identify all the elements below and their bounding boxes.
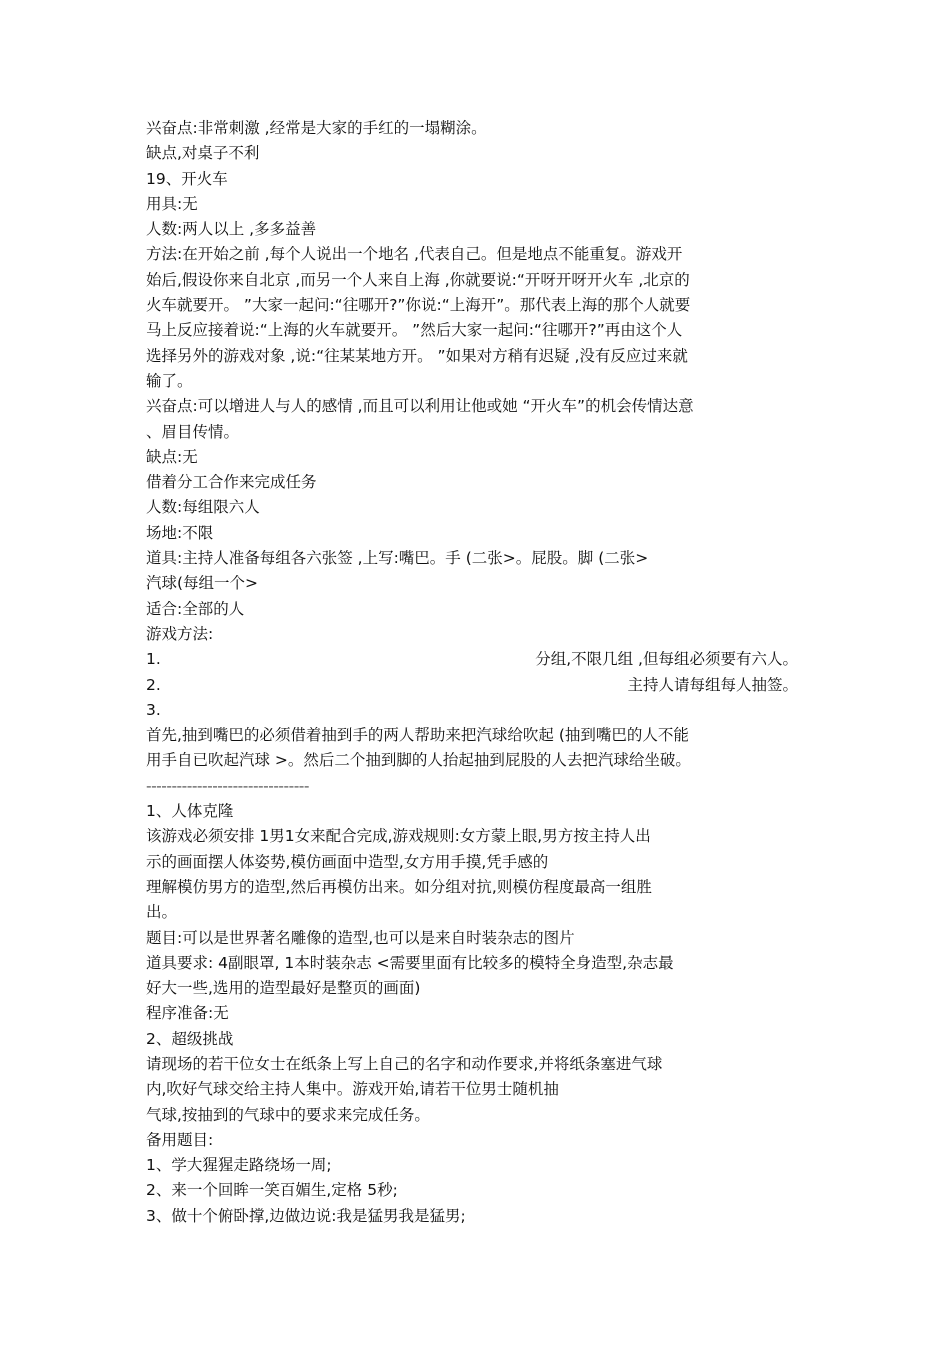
text-line: 气球,按抽到的气球中的要求来完成任务。: [146, 1105, 430, 1124]
section-heading: 2、超级挑战: [146, 1029, 234, 1048]
text-line: 、眉目传情。: [146, 422, 240, 441]
step-text: 分组,不限几组 ,但每组必须要有六人。: [535, 650, 798, 669]
section-heading: 19、开火车: [146, 169, 228, 188]
list-item: 2、来一个回眸一笑百媚生,定格 5秒;: [146, 1181, 398, 1200]
section-heading: 1、人体克隆: [146, 802, 234, 821]
text-line: 出。: [146, 903, 178, 922]
text-line: 缺点,对桌子不利: [146, 144, 260, 163]
text-line: 方法:在开始之前 ,每个人说出一个地名 ,代表自己。但是地点不能重复。游戏开: [146, 245, 683, 264]
list-item: 3、做十个俯卧撑,边做边说:我是猛男我是猛男;: [146, 1206, 466, 1225]
text-line: 汽球(每组一个>: [146, 574, 259, 593]
text-line: 好大一些,选用的造型最好是整页的画面): [146, 979, 421, 998]
text-line: 程序准备:无: [146, 1004, 229, 1023]
text-line: 场地:不限: [146, 523, 214, 542]
text-line: 用具:无: [146, 194, 198, 213]
document-body: [146, 116, 806, 1229]
text-line: 该游戏必须安排 1男1女来配合完成,游戏规则:女方蒙上眼,男方按主持人出: [146, 827, 651, 846]
text-line: 内,吹好气球交给主持人集中。游戏开始,请若干位男士随机抽: [146, 1080, 559, 1099]
step-1: [146, 647, 806, 672]
text-line: 缺点:无: [146, 447, 198, 466]
separator-line: --------------------------------: [146, 776, 309, 795]
text-line: 首先,抽到嘴巴的必须借着抽到手的两人帮助来把汽球给吹起 (抽到嘴巴的人不能: [146, 726, 689, 745]
list-item: 1、学大猩猩走路绕场一周;: [146, 1156, 332, 1175]
step-number: 1.: [146, 650, 161, 669]
text-line: 借着分工合作来完成任务: [146, 473, 317, 492]
step-text: 主持人请每组每人抽签。: [627, 675, 798, 694]
text-line: 请现场的若干位女士在纸条上写上自己的名字和动作要求,并将纸条塞进气球: [146, 1054, 663, 1073]
text-line: 游戏方法:: [146, 624, 214, 643]
text-line: 理解模仿男方的造型,然后再模仿出来。如分组对抗,则模仿程度最高一组胜: [146, 877, 652, 896]
text-line: 选择另外的游戏对象 ,说:“往某某地方开。 ”如果对方稍有迟疑 ,没有反应过来就: [146, 346, 688, 365]
text-line: 火车就要开。 ”大家一起问:“往哪开?”你说:“上海开”。那代表上海的那个人就要: [146, 296, 691, 315]
text-line: 适合:全部的人: [146, 599, 245, 618]
step-number: 2.: [146, 675, 161, 694]
text-line: 道具要求: 4副眼罩, 1本时装杂志 <需要里面有比较多的模特全身造型,杂志最: [146, 953, 674, 972]
text-line: 人数:每组限六人: [146, 498, 260, 517]
text-line: 备用题目:: [146, 1130, 214, 1149]
step-2: [146, 673, 806, 698]
text-line: 题目:可以是世界著名雕像的造型,也可以是来自时装杂志的图片: [146, 928, 575, 947]
step-3: 3.: [146, 700, 161, 719]
text-line: 兴奋点:可以增进人与人的感情 ,而且可以利用让他或她 “开火车”的机会传情达意: [146, 397, 694, 416]
text-line: 马上反应接着说:“上海的火车就要开。 ”然后大家一起问:“往哪开?”再由这个人: [146, 321, 683, 340]
text-line: 输了。: [146, 371, 193, 390]
text-line: 兴奋点:非常刺激 ,经常是大家的手红的一塌糊涂。: [146, 119, 487, 137]
text-line: 始后,假设你来自北京 ,而另一个人来自上海 ,你就要说:“开呀开呀开火车 ,北京的: [146, 270, 690, 289]
text-line: 道具:主持人准备每组各六张签 ,上写:嘴巴。手 (二张>。屁股。脚 (二张>: [146, 549, 649, 568]
text-line: 人数:两人以上 ,多多益善: [146, 220, 317, 239]
text-line: 示的画面摆人体姿势,模仿画面中造型,女方用手摸,凭手感的: [146, 852, 549, 871]
text-line: 用手自已吹起汽球 >。然后二个抽到脚的人抬起抽到屁股的人去把汽球给坐破。: [146, 751, 691, 770]
